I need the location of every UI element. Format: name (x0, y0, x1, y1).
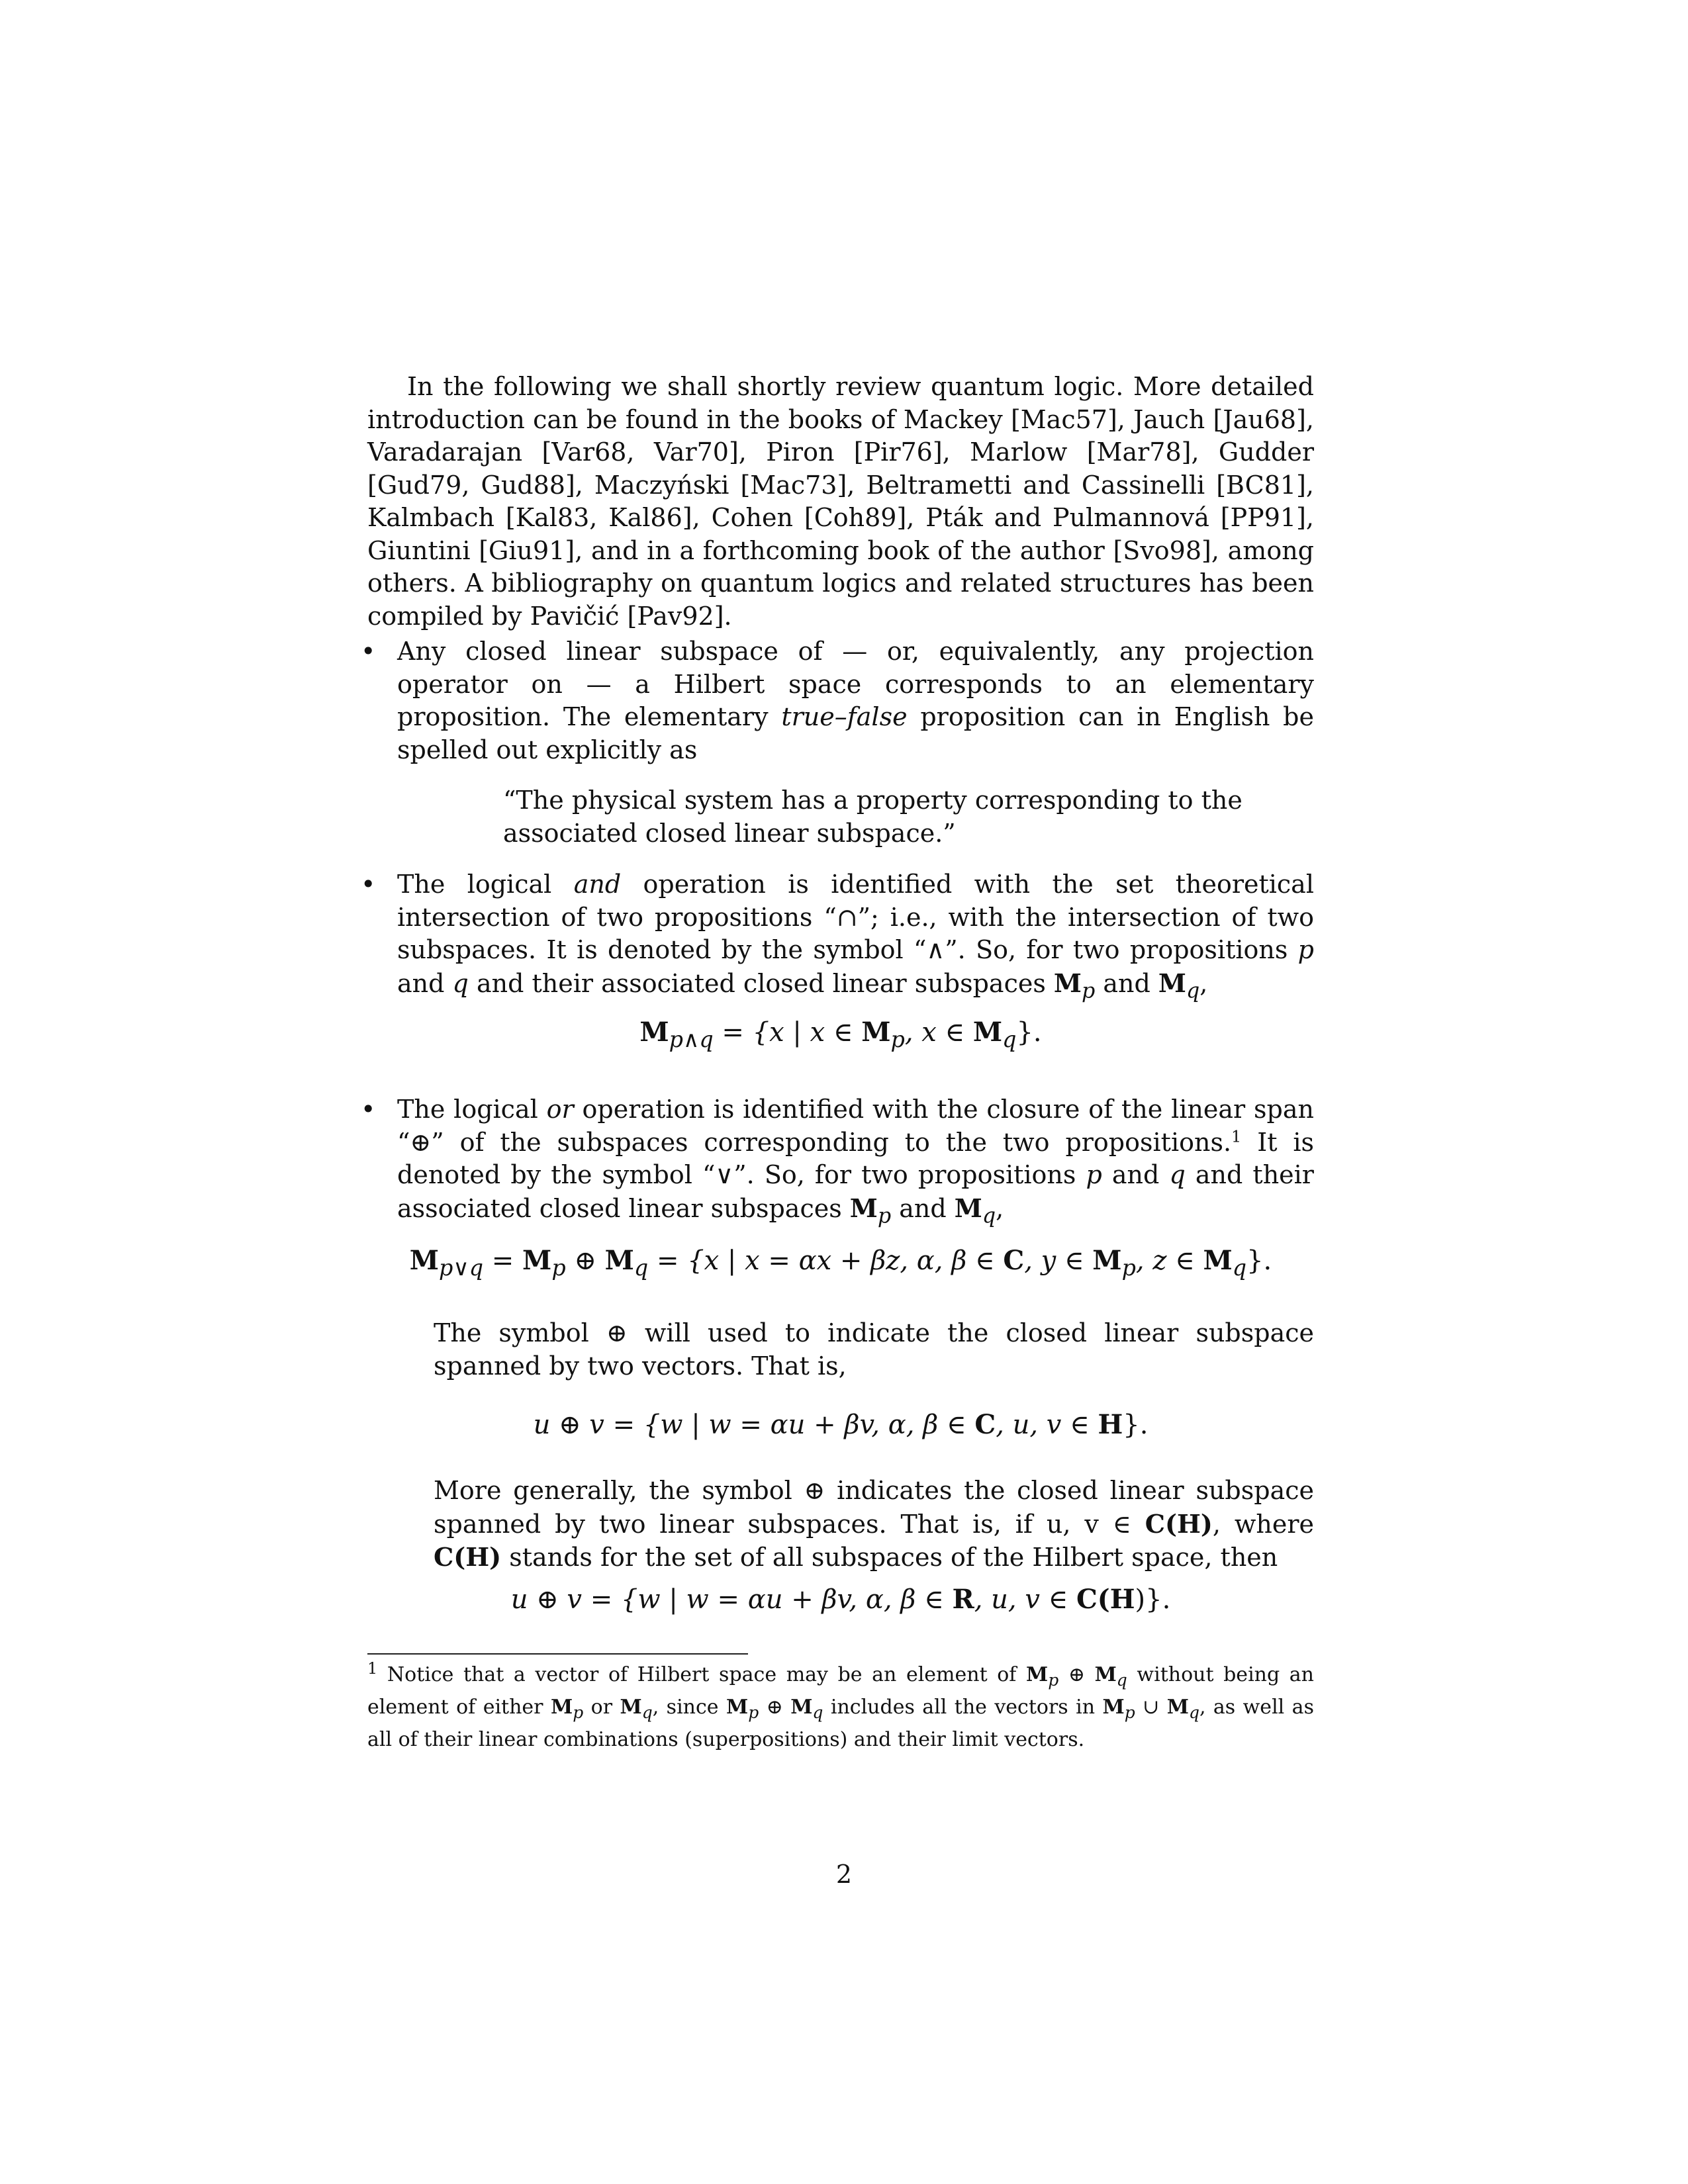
equation-and: $M_{p\wedge q} = \{x$ | x ∈ $M_p$, x ∈ $M_q$}. (639, 1017, 1042, 1052)
bullet-projection: • Any closed linear subspace of — or, equivalently, any projection operator on — a Hilbert space corresponds to an elementary proposition. The elementary true–false proposition can in English be spelled out explicitly as (361, 637, 1314, 764)
paragraph-subspace-span: More generally, the symbol ⊕ indicates the closed linear subspace spanned by two linear subspaces. That is, if u, v ∈ C(H), where C(H) stands for the set of all subspaces of the Hilbert space, then (434, 1476, 1314, 1572)
equation-or: $M_{p\vee q} = M_p$ ⊕ $M_q = \{x$ | x = αx + βz, α, β ∈ C, y ∈ $M_p$, z ∈ $M_q$}. (409, 1245, 1272, 1281)
block-quote: “The physical system has a property corresponding to the associated closed linear subspace.” (503, 786, 1243, 848)
bullet-dot: • (361, 1095, 376, 1124)
bullet-and-operation: • The logical and operation is identified with the set theoretical intersection of two propositions “∩”; i.e., with the intersection of two subspaces. It is denoted by the symbol “∧”. So, for two propositions p and q and their associated closed linear subspaces $M_p$ and $M_q$, (361, 870, 1314, 1003)
bullet-or-operation: • The logical or operation is identified with the closure of the linear span “⊕” of the subspaces corresponding to the two propositions.$^1$ It is denoted by the symbol “∨”. So, for two propositions p and q and their associated closed linear subspaces $M_p$ and $M_q$, (361, 1095, 1315, 1228)
equation-subspace-span: u ⊕ v = {w | w = αu + βv, α, β ∈ R, u, v ∈ C(H)}. (510, 1584, 1171, 1615)
equation-vector-span: u ⊕ v = {w | w = αu + βv, α, β ∈ C, u, v ∈ H}. (533, 1409, 1149, 1440)
footnote-marker: 1 (1231, 1126, 1242, 1146)
bullet-dot: • (361, 870, 376, 899)
paragraph-symbol-vectors: The symbol ⊕ will used to indicate the closed linear subspace spanned by two vectors. That is, (434, 1318, 1314, 1381)
footnote-number: 1 (367, 1659, 378, 1678)
page-number: 2 (835, 1860, 853, 1889)
bullet-dot: • (361, 637, 376, 666)
intro-paragraph: In the following we shall shortly review quantum logic. More detailed introduction can be found in the books of Mackey [Mac57], Jauch [Jau68], Varadarajan [Var68, Var70], Piron [Pir76], Marlow [Mar78], Gudder [Gud79, Gud88], Maczyński [Mac73], Beltrametti and Cassinelli [BC81], Kalmbach [Kal83, Kal86], Cohen [Coh89], Pták and Pulmannová [PP91], Giuntini [Giu91], and in a forthcoming book of the author [Svo98], among others. A bibliography on quantum logics and related structures has been compiled by Pavičić [Pav92]. (367, 372, 1314, 631)
footnote-rule (367, 1653, 748, 1655)
footnote: $^1$ Notice that a vector of Hilbert space may be an element of $M_p$ ⊕ $M_q$ without being an element of either $M_p$ or $M_q$, since $M_p$ ⊕ $M_q$ includes all the vectors in $M_p$ ∪ $M_q$, as well as all of their linear combinations (superpositions) and their limit vectors. (367, 1659, 1314, 1751)
